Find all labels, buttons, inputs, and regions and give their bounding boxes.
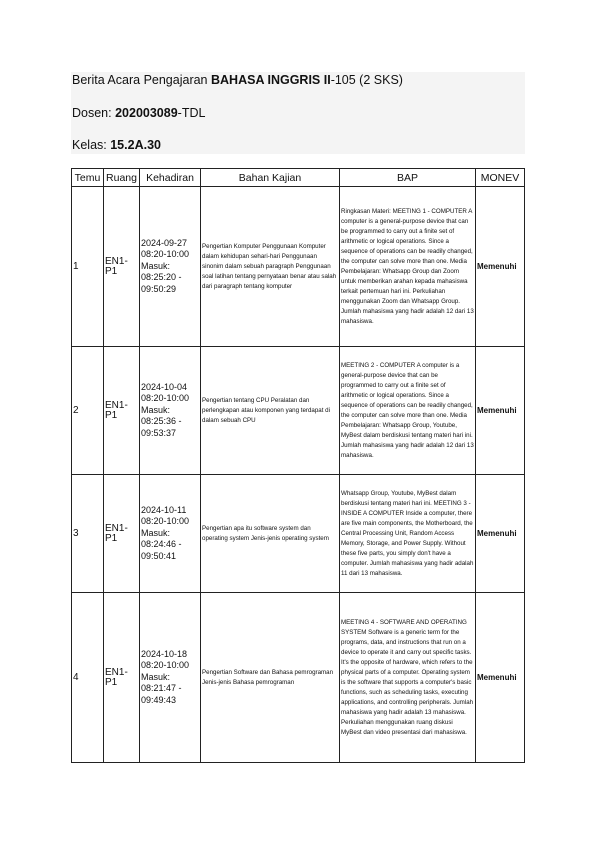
kelas-line (72, 138, 161, 152)
cell-ruang: EN1-P1 (104, 593, 140, 763)
table-row (72, 475, 525, 593)
cell-bahan-kajian: Pengertian Software dan Bahasa pemrograman Jenis-jenis Bahasa pemrograman (201, 593, 340, 763)
cell-bahan-kajian: Pengertian apa itu software system dan operating system Jenis-jenis operating system (201, 475, 340, 593)
dosen-suffix: -TDL (177, 106, 206, 120)
col-bahan-kajian: Bahan Kajian (201, 169, 340, 187)
cell-monev: Memenuhi (476, 593, 525, 763)
course-suffix: -105 (2 SKS) (330, 73, 403, 87)
col-temu: Temu (72, 169, 104, 187)
cell-bap: Whatsapp Group, Youtube, MyBest dalam berdiskusi tentang materi hari ini. MEETING 3 - INSIDE A COMPUTER Inside a computer, there are five main components, the Motherboard, the Central Processing Unit, Random Access Memory, Storage, and Power Supply. Without these five parts, you simply don't have a computer. Jumlah mahasiswa yang hadir adalah 11 dari 13 mahasiswa. (340, 475, 476, 593)
dosen-line (72, 106, 205, 120)
table-row (72, 187, 525, 347)
cell-bap: MEETING 2 - COMPUTER A computer is a general-purpose device that can be programmed to carry out a finite set of arithmetic or logical operations. Since a sequence of operations can be readily changed, the computer can solve more than one. Media Pembelajaran: Whatsapp Group, Youtube, MyBest dalam berdiskusi tentang materi hari ini. Jumlah mahasiswa yang hadir adalah 12 dari 13 mahasiswa. (340, 347, 476, 475)
cell-monev: Memenuhi (476, 475, 525, 593)
dosen-label: Dosen: (72, 106, 112, 120)
cell-temu: 2 (72, 347, 104, 475)
cell-ruang: EN1-P1 (104, 475, 140, 593)
table-row (72, 347, 525, 475)
cell-temu: 1 (72, 187, 104, 347)
dosen-id: 202003089 (115, 106, 178, 120)
col-ruang: Ruang (104, 169, 140, 187)
col-kehadiran: Kehadiran (140, 169, 201, 187)
cell-temu: 3 (72, 475, 104, 593)
course-line (72, 73, 403, 87)
cell-monev: Memenuhi (476, 187, 525, 347)
col-monev: MONEV (476, 169, 525, 187)
cell-ruang: EN1-P1 (104, 347, 140, 475)
cell-temu: 4 (72, 593, 104, 763)
cell-monev: Memenuhi (476, 347, 525, 475)
cell-bap: Ringkasan Materi: MEETING 1 - COMPUTER A computer is a general-purpose device that can be programmed to carry out a finite set of arithmetic or logical operations. Since a sequence of operations can be readily changed, the computer can solve more than one. Media Pembelajaran: Whatsapp Group dan Zoom untuk memberikan arahan kepada mahasiswa terkait pertemuan hari ini. Perkuliahan menggunakan Zoom dan Whatsapp Group. Jumlah mahasiswa yang hadir adalah 12 dari 13 mahasiswa. (340, 187, 476, 347)
table-row (72, 593, 525, 763)
col-bap: BAP (340, 169, 476, 187)
cell-kehadiran: 2024-10-04 08:20-10:00 Masuk: 08:25:36 - 09:53:37 (140, 347, 201, 475)
course-name: BAHASA INGGRIS II (211, 73, 331, 87)
cell-bap: MEETING 4 - SOFTWARE AND OPERATING SYSTEM Software is a generic term for the programs, data, and instructions that run on a device to operate it and carry out specific tasks. It's the opposite of hardware, which refers to the physical parts of a computer. Operating system is the software that supports a computer's basic functions, such as scheduling tasks, executing applications, and controlling peripherals. Jumlah mahasiswa yang hadir adalah 13 mahasiswa. Perkuliahan menggunakan ruang diskusi MyBest dan video presentasi dari mahasiswa. (340, 593, 476, 763)
course-prefix: Berita Acara Pengajaran (72, 73, 208, 87)
cell-kehadiran: 2024-10-18 08:20-10:00 Masuk: 08:21:47 - 09:49:43 (140, 593, 201, 763)
cell-ruang: EN1-P1 (104, 187, 140, 347)
kelas-label: Kelas: (72, 138, 107, 152)
cell-bahan-kajian: Pengertian Komputer Penggunaan Komputer dalam kehidupan sehari-hari Penggunaan sinonim dalam sebuah paragraph Penggunaan soal latihan tentang pernyataan benar atau salah dari paragraph tentang komputer (201, 187, 340, 347)
cell-bahan-kajian: Pengertian tentang CPU Peralatan dan perlengkapan atau komponen yang terdapat di dalam sebuah CPU (201, 347, 340, 475)
bap-table (71, 168, 525, 763)
table-header-row (72, 169, 525, 187)
cell-kehadiran: 2024-09-27 08:20-10:00 Masuk: 08:25:20 - 09:50:29 (140, 187, 201, 347)
kelas-value: 15.2A.30 (110, 138, 161, 152)
cell-kehadiran: 2024-10-11 08:20-10:00 Masuk: 08:24:46 - 09:50:41 (140, 475, 201, 593)
